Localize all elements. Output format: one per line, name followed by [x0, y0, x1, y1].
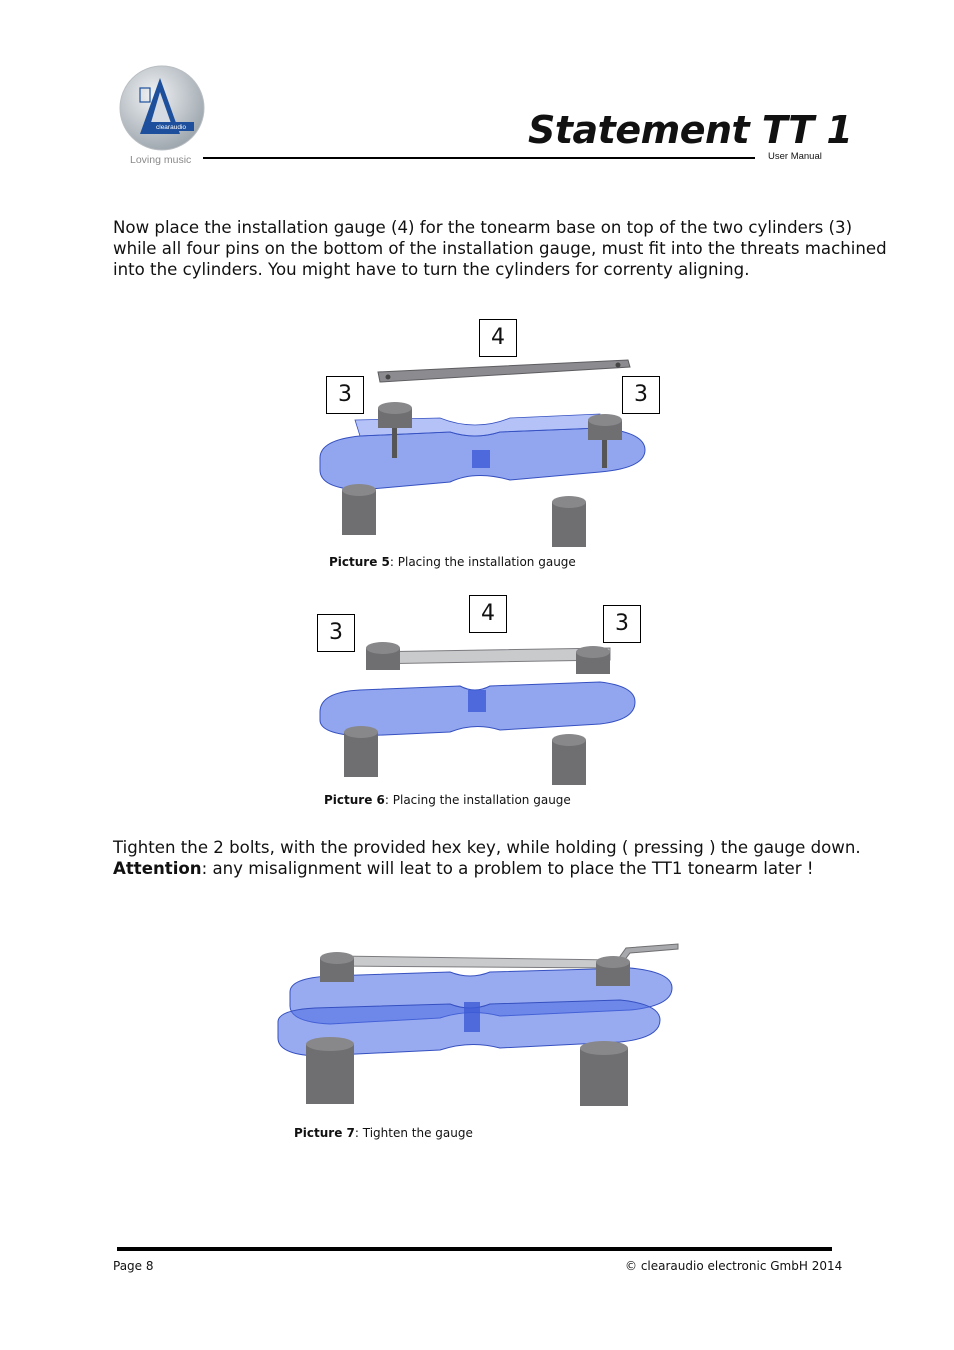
figure-6-label-gauge: 4 — [469, 595, 507, 633]
tighten-line: Tighten the 2 bolts, with the provided hex key, while holding ( pressing ) the gauge down. — [113, 838, 861, 857]
figure-6-label-cylinder-right: 3 — [603, 605, 641, 643]
logo-tagline: Loving music — [130, 154, 192, 166]
figure-5-illustration — [300, 340, 660, 555]
header-rule — [203, 157, 755, 159]
figure-6-caption: Picture 6: Placing the installation gauge — [324, 793, 571, 807]
figure-5-label-cylinder-left: 3 — [326, 376, 364, 414]
intro-line-1: Now place the installation gauge (4) for the tonearm base on top of the two cylinders (3) — [113, 218, 853, 237]
page-title: Statement TT 1 — [528, 108, 853, 152]
page-subtitle: User Manual — [768, 151, 822, 162]
figure-7-caption: Picture 7: Tighten the gauge — [294, 1126, 473, 1140]
figure-7-illustration — [270, 940, 680, 1112]
intro-line-2: while all four pins on the bottom of the installation gauge, must fit into the threats machined — [113, 239, 887, 258]
figure-5-label-cylinder-right: 3 — [622, 376, 660, 414]
logo-emblem-icon — [118, 64, 210, 156]
footer-rule — [117, 1247, 832, 1251]
figure-6-illustration — [310, 640, 640, 790]
page-number: Page 8 — [113, 1259, 154, 1273]
copyright-notice: © clearaudio electronic GmbH 2014 — [625, 1259, 843, 1273]
attention-line: Attention: any misalignment will leat to a problem to place the TT1 tonearm later ! — [113, 859, 814, 878]
intro-line-3: into the cylinders. You might have to turn the cylinders for correnty aligning. — [113, 260, 750, 279]
figure-6-label-cylinder-left: 3 — [317, 614, 355, 652]
figure-5-caption: Picture 5: Placing the installation gauge — [329, 555, 576, 569]
figure-5-label-gauge: 4 — [479, 319, 517, 357]
logo-wordmark: clearaudio — [156, 124, 186, 131]
